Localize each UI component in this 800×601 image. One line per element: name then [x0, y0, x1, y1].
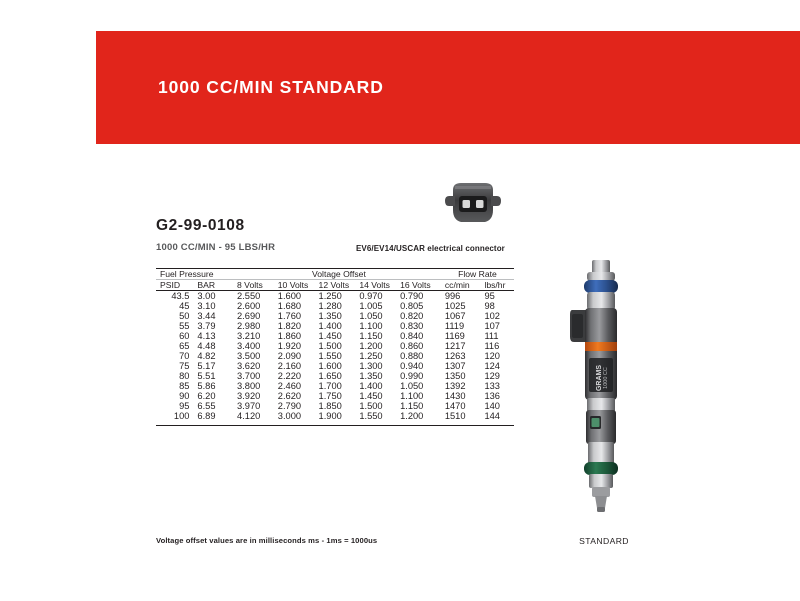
cell-14v: 1.100: [359, 321, 383, 331]
table-row: [156, 371, 514, 381]
cell-14v: 1.400: [359, 381, 383, 391]
cell-12v: 1.450: [318, 331, 342, 341]
cell-ccmin: 996: [444, 291, 461, 301]
cell-psid: 43.5: [171, 291, 190, 301]
cell-psid: 50: [179, 311, 190, 321]
cell-10v: 1.820: [277, 321, 302, 331]
group-header-fuel-pressure: Fuel Pressure: [156, 269, 237, 280]
cell-12v: 1.550: [318, 351, 342, 361]
cell-10v: 1.600: [277, 291, 302, 301]
cell-bar: 6.55: [197, 401, 216, 411]
cell-16v: 0.860: [400, 341, 424, 351]
cell-psid: 90: [179, 391, 190, 401]
cell-ccmin: 1067: [444, 311, 466, 321]
table-group-header-row: [156, 269, 514, 280]
cell-bar: 3.10: [197, 301, 216, 311]
cell-14v: 1.550: [359, 411, 400, 426]
cell-lbshr: 111: [484, 331, 499, 341]
cell-ccmin: 1350: [444, 371, 466, 381]
cell-8v: 2.690: [237, 311, 261, 321]
cell-10v: 1.760: [277, 311, 302, 321]
cell-bar: 4.82: [197, 351, 216, 361]
cell-10v: 1.860: [277, 331, 302, 341]
cell-10v: 2.220: [277, 371, 302, 381]
cell-16v: 0.820: [400, 311, 424, 321]
cell-14v: 1.350: [359, 371, 383, 381]
cell-lbshr: 107: [484, 321, 500, 331]
cell-bar: 4.48: [197, 341, 216, 351]
cell-16v: 0.840: [400, 331, 424, 341]
cell-psid: 95: [179, 401, 190, 411]
cell-lbshr: 129: [484, 371, 500, 381]
table-row: [156, 291, 514, 302]
cell-8v: 3.620: [237, 361, 261, 371]
cell-16v: 0.790: [400, 291, 424, 301]
cell-lbshr: 133: [484, 381, 500, 391]
cell-16v: 1.050: [400, 381, 424, 391]
cell-lbshr: 102: [484, 311, 500, 321]
cell-bar: 3.00: [197, 291, 216, 301]
cell-ccmin: 1025: [444, 301, 466, 311]
group-header-voltage-offset: Voltage Offset: [237, 269, 441, 280]
cell-ccmin: 1392: [444, 381, 466, 391]
cell-lbshr: 95: [484, 291, 495, 301]
cell-10v: 2.460: [277, 381, 302, 391]
cell-bar: 5.17: [197, 361, 216, 371]
cell-8v: 2.980: [237, 321, 261, 331]
cell-lbshr: 98: [484, 301, 495, 311]
cell-psid: 70: [179, 351, 190, 361]
cell-12v: 1.900: [319, 411, 360, 426]
table-row: [156, 321, 514, 331]
cell-ccmin: 1510: [441, 411, 485, 426]
spec-table: [156, 268, 514, 426]
cell-ccmin: 1263: [444, 351, 466, 361]
column-header-14-volts: 14 Volts: [359, 280, 400, 291]
cell-ccmin: 1307: [444, 361, 466, 371]
injector-caption: STANDARD: [579, 536, 629, 546]
cell-14v: 1.450: [359, 391, 383, 401]
cell-12v: 1.250: [318, 291, 342, 301]
column-header-lbshr: lbs/hr: [484, 280, 514, 291]
cell-bar: 5.51: [197, 371, 216, 381]
cell-14v: 1.200: [359, 341, 383, 351]
cell-lbshr: 144: [484, 411, 514, 426]
header-banner: [96, 31, 800, 144]
cell-14v: 1.005: [359, 301, 383, 311]
cell-8v: 3.400: [237, 341, 261, 351]
injector-photo: [556, 258, 646, 528]
cell-16v: 0.880: [400, 351, 424, 361]
part-subtitle: 1000 CC/MIN - 95 LBS/HR: [156, 242, 276, 253]
cell-bar: 6.20: [197, 391, 216, 401]
cell-12v: 1.280: [318, 301, 342, 311]
cell-10v: 2.160: [277, 361, 302, 371]
cell-8v: 3.700: [237, 371, 261, 381]
cell-bar: 6.89: [197, 411, 237, 426]
cell-8v: 2.600: [237, 301, 261, 311]
cell-10v: 2.790: [277, 401, 302, 411]
cell-ccmin: 1217: [444, 341, 466, 351]
cell-14v: 1.150: [359, 331, 383, 341]
column-header-psid: PSID: [156, 280, 197, 291]
cell-12v: 1.600: [318, 361, 342, 371]
table-row: [156, 391, 514, 401]
cell-psid: 85: [179, 381, 190, 391]
cell-16v: 1.200: [400, 411, 441, 426]
cell-lbshr: 124: [484, 361, 500, 371]
cell-16v: 1.100: [400, 391, 424, 401]
group-header-flow-rate: Flow Rate: [441, 269, 514, 280]
part-number: G2-99-0108: [156, 217, 245, 234]
cell-12v: 1.700: [318, 381, 342, 391]
table-row: [156, 311, 514, 321]
table-row: [156, 411, 514, 426]
column-header-8-volts: 8 Volts: [237, 280, 278, 291]
cell-12v: 1.350: [318, 311, 342, 321]
svg-text:1000 CC: 1000 CC: [603, 367, 609, 389]
cell-lbshr: 136: [484, 391, 500, 401]
cell-lbshr: 140: [484, 401, 500, 411]
cell-16v: 1.150: [400, 401, 424, 411]
connector-caption: EV6/EV14/USCAR electrical connector: [356, 244, 505, 253]
table-header-row: [156, 280, 514, 291]
cell-ccmin: 1169: [444, 331, 465, 341]
cell-14v: 1.250: [359, 351, 383, 361]
cell-14v: 1.300: [359, 361, 383, 371]
cell-12v: 1.400: [318, 321, 342, 331]
cell-8v: 3.920: [237, 391, 261, 401]
cell-12v: 1.750: [318, 391, 342, 401]
cell-10v: 3.000: [278, 411, 319, 426]
cell-psid: 60: [179, 331, 190, 341]
cell-ccmin: 1430: [444, 391, 466, 401]
cell-bar: 4.13: [197, 331, 216, 341]
svg-text:GRAMS: GRAMS: [596, 364, 603, 392]
table-footnote: Voltage offset values are in milliseconds ms - 1ms = 1000us: [156, 536, 378, 545]
page-title: 1000 CC/MIN STANDARD: [158, 77, 384, 97]
cell-psid: 80: [179, 371, 190, 381]
table-row: [156, 301, 514, 311]
table-body: [156, 291, 514, 426]
cell-8v: 3.800: [237, 381, 261, 391]
cell-lbshr: 116: [484, 341, 500, 351]
cell-lbshr: 120: [484, 351, 500, 361]
cell-psid: 65: [179, 341, 190, 351]
cell-8v: 3.500: [237, 351, 261, 361]
table-row: [156, 381, 514, 391]
cell-bar: 3.79: [197, 321, 216, 331]
cell-16v: 0.830: [400, 321, 424, 331]
cell-16v: 0.990: [400, 371, 424, 381]
column-header-10-volts: 10 Volts: [278, 280, 319, 291]
column-header-bar: BAR: [197, 280, 237, 291]
cell-16v: 0.940: [400, 361, 424, 371]
cell-bar: 5.86: [197, 381, 216, 391]
cell-10v: 2.620: [277, 391, 302, 401]
cell-10v: 2.090: [277, 351, 302, 361]
cell-ccmin: 1470: [444, 401, 466, 411]
cell-10v: 1.680: [277, 301, 302, 311]
connector-photo: [443, 180, 503, 232]
cell-10v: 1.920: [277, 341, 302, 351]
cell-8v: 4.120: [237, 411, 278, 426]
column-header-12-volts: 12 Volts: [319, 280, 360, 291]
cell-8v: 3.210: [237, 331, 261, 341]
table-row: [156, 351, 514, 361]
table-row: [156, 361, 514, 371]
cell-12v: 1.850: [318, 401, 342, 411]
cell-psid: 75: [179, 361, 190, 371]
column-header-16-volts: 16 Volts: [400, 280, 441, 291]
cell-psid: 100: [156, 411, 197, 426]
cell-bar: 3.44: [197, 311, 216, 321]
cell-16v: 0.805: [400, 301, 424, 311]
cell-12v: 1.650: [318, 371, 342, 381]
cell-12v: 1.500: [318, 341, 342, 351]
cell-8v: 2.550: [237, 291, 261, 301]
table-row: [156, 341, 514, 351]
cell-14v: 0.970: [359, 291, 383, 301]
column-header-ccmin: cc/min: [441, 280, 485, 291]
cell-psid: 55: [179, 321, 190, 331]
cell-psid: 45: [179, 301, 190, 311]
spec-table-wrapper: [156, 268, 514, 426]
cell-8v: 3.970: [237, 401, 261, 411]
table-row: [156, 331, 514, 341]
table-row: [156, 401, 514, 411]
cell-ccmin: 1119: [444, 321, 465, 331]
cell-14v: 1.500: [359, 401, 383, 411]
cell-14v: 1.050: [359, 311, 383, 321]
